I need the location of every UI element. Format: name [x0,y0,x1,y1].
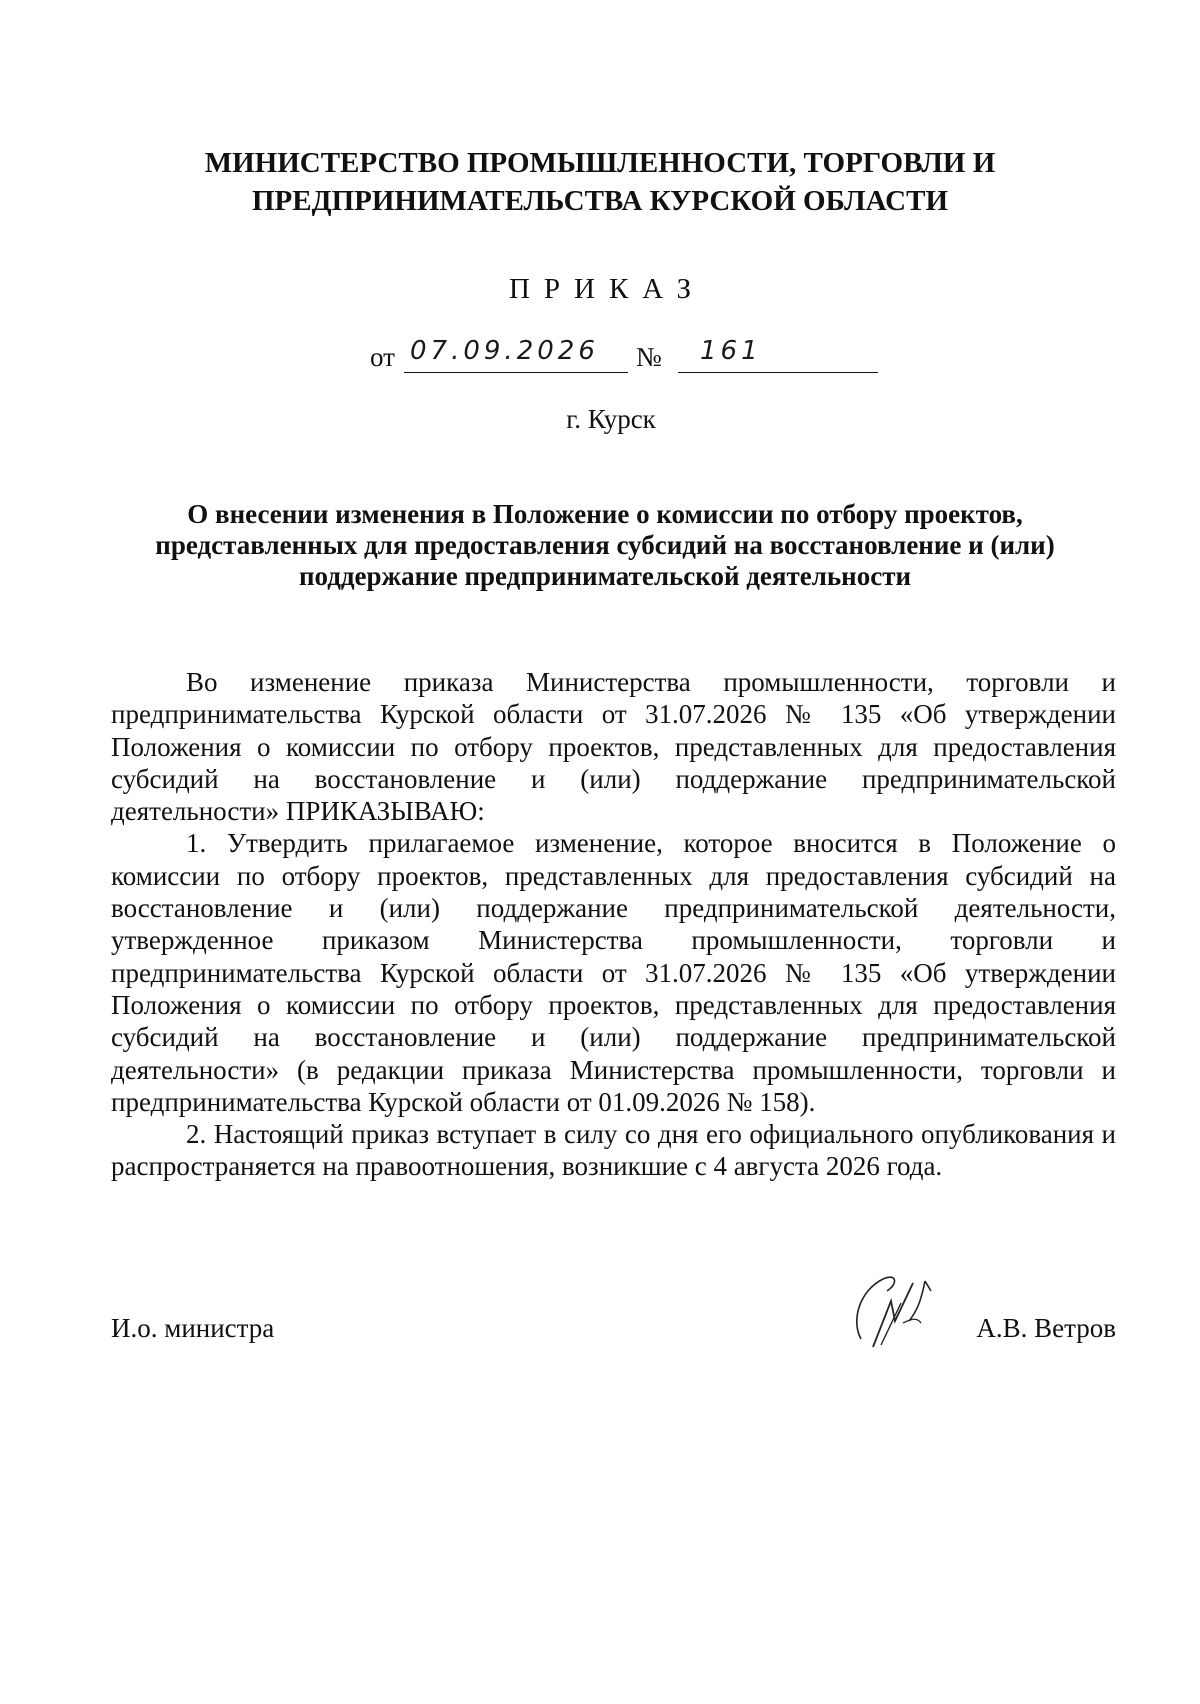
date-underline [404,372,628,373]
order-date-handwritten: 07.09.2026 [410,336,599,366]
subject-line-2: представленных для предоставления субсидий на восстановление и (или) [155,530,1055,560]
date-prefix: от [370,342,395,372]
order-number-handwritten: 161 [700,336,762,366]
number-underline [678,372,878,373]
signature-block [111,1313,1116,1353]
preamble-paragraph: Во изменение приказа Министерства промышленности, торговли и предпринимательства Курской области от 31.07.2026 № 135 «Об утверждении Положения о комиссии по отбору проектов, представленных для предоставления субсидий на восстановление и (или) поддержание предпринимательской деятельности» ПРИКАЗЫВАЮ: [111,667,1116,827]
handwritten-signature [821,1261,951,1361]
ministry-header [0,144,1200,220]
signatory-name: А.В. Ветров [976,1313,1116,1343]
item-1-paragraph: 1. Утвердить прилагаемое изменение, которое вносится в Положение о комиссии по отбору проектов, представленных для предоставления субсидий на восстановление и (или) поддержание предпринимательской деятельности, утвержденное приказом Министерства промышленности, торговли и предпринимательства Курской области от 31.07.2026 № 135 «Об утверждении Положения о комиссии по отбору проектов, представленных для предоставления субсидий на восстановление и (или) поддержание предпринимательской деятельности» (в редакции приказа Министерства промышленности, торговли и предпринимательства Курской области от 01.09.2026 № 158). [111,828,1116,1117]
ministry-line-1: МИНИСТЕРСТВО ПРОМЫШЛЕННОСТИ, ТОРГОВЛИ И [204,147,996,179]
ministry-line-2: ПРЕДПРИНИМАТЕЛЬСТВА КУРСКОЙ ОБЛАСТИ [252,185,948,217]
city: г. Курск [566,404,656,434]
number-prefix: № [636,342,662,372]
subject-line-1: О внесении изменения в Положение о комиссии по отбору проектов, [187,499,1023,529]
order-body [111,666,1116,1183]
signatory-position: И.о. министра [111,1313,275,1343]
order-subject [110,499,1100,592]
subject-line-3: поддержание предпринимательской деятельности [298,561,912,591]
order-title: ПРИКАЗ [508,273,706,305]
item-2-paragraph: 2. Настоящий приказ вступает в силу со дня его официального опубликования и распространяется на правоотношения, возникшие с 4 августа 2026 года. [111,1119,1116,1182]
